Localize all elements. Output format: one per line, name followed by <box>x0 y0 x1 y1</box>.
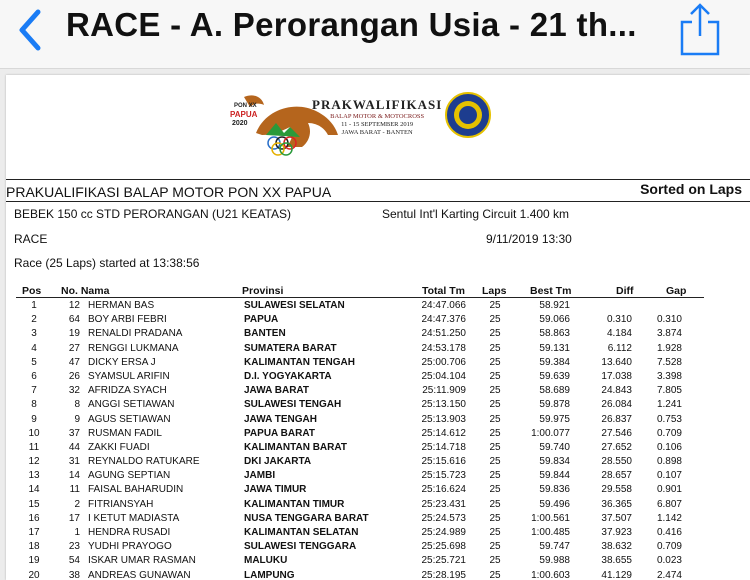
cell-prov: KALIMANTAN SELATAN <box>244 527 359 538</box>
cell-pos: 2 <box>31 314 37 326</box>
table-row <box>6 299 750 313</box>
cell-best: 59.878 <box>539 399 570 411</box>
cell-laps: 25 <box>489 300 501 311</box>
cell-laps: 25 <box>489 555 501 567</box>
cell-diff: 17.038 <box>601 370 632 382</box>
cell-name: DICKY ERSA J <box>88 356 156 368</box>
table-row <box>6 370 750 384</box>
cell-total: 25:13.903 <box>421 413 466 425</box>
cell-diff: 0.310 <box>606 314 632 326</box>
cell-total: 25:24.573 <box>421 512 466 524</box>
cell-name: REYNALDO RATUKARE <box>88 456 200 468</box>
cell-gap: 1.928 <box>656 342 682 354</box>
cell-prov: BANTEN <box>244 328 286 340</box>
cell-name: RENALDI PRADANA <box>88 328 183 340</box>
cell-no: 17 <box>68 512 80 524</box>
cell-laps: 25 <box>489 314 501 326</box>
col-header-best: Best Tm <box>530 285 572 297</box>
cell-best: 59.384 <box>539 356 570 368</box>
cell-prov: JAWA BARAT <box>244 385 309 397</box>
cell-total: 24:53.178 <box>421 342 466 354</box>
pon-label: PON XX <box>234 103 257 109</box>
papua-label: PAPUA <box>230 110 258 119</box>
cell-total: 25:28.195 <box>421 569 466 580</box>
cell-diff: 37.507 <box>601 512 632 524</box>
cell-diff: 13.640 <box>601 356 632 368</box>
cell-pos: 16 <box>28 512 40 524</box>
cell-prov: SULAWESI TENGGARA <box>244 541 357 553</box>
cell-no: 27 <box>68 342 80 354</box>
event-dates: 11 - 15 SEPTEMBER 2019 <box>341 121 414 128</box>
year-label: 2020 <box>232 120 248 127</box>
cell-diff: 24.843 <box>601 385 632 397</box>
cell-diff: 38.655 <box>601 555 632 567</box>
col-header-gap: Gap <box>666 285 687 297</box>
table-row <box>6 441 750 455</box>
cell-no: 1 <box>74 527 80 538</box>
cell-no: 12 <box>68 300 80 311</box>
cell-total: 25:15.723 <box>421 470 466 482</box>
cell-diff: 36.365 <box>601 498 632 510</box>
share-icon[interactable] <box>678 2 722 56</box>
cell-pos: 1 <box>31 300 37 311</box>
cell-best: 59.975 <box>539 413 570 425</box>
cell-no: 37 <box>68 427 80 439</box>
cell-gap: 7.528 <box>656 356 682 368</box>
page-title: RACE - A. Perorangan Usia - 21 th... <box>66 6 637 43</box>
cell-gap: 6.807 <box>656 498 682 510</box>
cell-prov: DKI JAKARTA <box>244 456 312 468</box>
cell-laps: 25 <box>489 527 501 538</box>
cell-name: SYAMSUL ARIFIN <box>88 370 170 382</box>
cell-best: 59.844 <box>539 470 570 482</box>
cell-laps: 25 <box>489 370 501 382</box>
cell-name: RUSMAN FADIL <box>88 427 162 439</box>
cell-prov: SULAWESI TENGAH <box>244 399 342 411</box>
cell-laps: 25 <box>489 342 501 354</box>
cell-no: 32 <box>68 385 80 397</box>
cell-name: ZAKKI FUADI <box>88 441 150 453</box>
cell-laps: 25 <box>489 328 501 340</box>
cell-best: 59.834 <box>539 456 570 468</box>
cell-total: 25:16.624 <box>421 484 466 496</box>
cell-gap: 0.709 <box>656 427 682 439</box>
cell-gap: 0.106 <box>656 441 682 453</box>
cell-name: RENGGI LUKMANA <box>88 342 179 354</box>
table-row <box>6 526 750 540</box>
cell-name: BOY ARBI FEBRI <box>88 314 167 326</box>
cell-diff: 27.652 <box>601 441 632 453</box>
table-row <box>6 427 750 441</box>
table-row <box>6 313 750 327</box>
table-row <box>6 483 750 497</box>
cell-no: 8 <box>74 399 80 411</box>
event-place: JAWA BARAT - BANTEN <box>341 129 413 136</box>
cell-total: 25:15.616 <box>421 456 466 468</box>
divider <box>6 179 750 180</box>
table-row <box>6 413 750 427</box>
cell-best: 59.496 <box>539 498 570 510</box>
cell-pos: 5 <box>31 356 37 368</box>
cell-laps: 25 <box>489 498 501 510</box>
cell-laps: 25 <box>489 385 501 397</box>
cell-name: AGUNG SEPTIAN <box>88 470 171 482</box>
cell-diff: 6.112 <box>607 342 632 354</box>
document-viewer[interactable] <box>0 69 750 580</box>
cell-no: 38 <box>68 569 80 580</box>
cell-pos: 9 <box>31 413 37 425</box>
cell-name: FAISAL BAHARUDIN <box>88 484 184 496</box>
cell-best: 59.131 <box>539 342 570 354</box>
cell-laps: 25 <box>489 541 501 553</box>
table-header-divider <box>16 297 704 298</box>
race-info: Race (25 Laps) started at 13:38:56 <box>14 256 200 270</box>
event-subtitle: BALAP MOTOR & MOTOCROSS <box>330 113 425 120</box>
cell-best: 58.921 <box>539 300 570 311</box>
results-table <box>6 299 750 580</box>
chevron-left-icon[interactable] <box>14 8 46 52</box>
cell-pos: 3 <box>31 328 37 340</box>
cell-diff: 26.837 <box>601 413 632 425</box>
cell-prov: PAPUA BARAT <box>244 427 315 439</box>
cell-prov: SULAWESI SELATAN <box>244 300 345 311</box>
cell-total: 25:13.150 <box>421 399 466 411</box>
cell-pos: 4 <box>31 342 37 354</box>
cell-no: 31 <box>68 456 80 468</box>
cell-total: 25:25.721 <box>421 555 466 567</box>
cell-diff: 38.632 <box>601 541 632 553</box>
cell-laps: 25 <box>489 413 501 425</box>
cell-name: I KETUT MADIASTA <box>88 512 180 524</box>
cell-diff: 29.558 <box>601 484 632 496</box>
table-row <box>6 384 750 398</box>
cell-gap: 3.398 <box>656 370 682 382</box>
col-header-diff: Diff <box>616 285 634 297</box>
sort-label: Sorted on Laps <box>640 181 742 197</box>
col-header-no-nama: No. Nama <box>61 285 110 297</box>
cell-gap: 0.023 <box>656 555 682 567</box>
table-row <box>6 498 750 512</box>
cell-no: 54 <box>68 555 80 567</box>
cell-name: ANDREAS GUNAWAN <box>88 569 191 580</box>
col-header-laps: Laps <box>482 285 507 297</box>
cell-prov: KALIMANTAN BARAT <box>244 441 347 453</box>
cell-prov: LAMPUNG <box>244 569 295 580</box>
cell-total: 25:04.104 <box>421 370 466 382</box>
cell-best: 59.747 <box>539 541 570 553</box>
cell-diff: 41.129 <box>601 569 632 580</box>
cell-no: 9 <box>74 413 80 425</box>
table-row <box>6 469 750 483</box>
cell-prov: NUSA TENGGARA BARAT <box>244 512 369 524</box>
cell-name: AGUS SETIAWAN <box>88 413 171 425</box>
cell-no: 64 <box>68 314 80 326</box>
table-row <box>6 327 750 341</box>
cell-best: 1:00.561 <box>531 512 570 524</box>
navigation-bar <box>0 0 750 69</box>
cell-prov: KALIMANTAN TENGAH <box>244 356 355 368</box>
cell-prov: D.I. YOGYAKARTA <box>244 370 332 382</box>
table-row <box>6 398 750 412</box>
cell-pos: 11 <box>28 441 40 453</box>
cell-diff: 28.657 <box>601 470 632 482</box>
results-document <box>6 75 750 580</box>
cell-no: 47 <box>68 356 80 368</box>
cell-best: 1:00.077 <box>531 427 570 439</box>
cell-gap: 3.874 <box>656 328 682 340</box>
table-row <box>6 455 750 469</box>
cell-prov: MALUKU <box>244 555 288 567</box>
cell-no: 11 <box>69 484 80 496</box>
divider <box>6 201 750 202</box>
cell-prov: KALIMANTAN TIMUR <box>244 498 345 510</box>
event-title-block <box>312 97 442 137</box>
cell-total: 24:51.250 <box>421 328 466 340</box>
cell-diff: 28.550 <box>601 456 632 468</box>
cell-total: 24:47.376 <box>421 314 466 326</box>
cell-prov: JAWA TIMUR <box>244 484 307 496</box>
class-name: BEBEK 150 cc STD PERORANGAN (U21 KEATAS) <box>14 207 291 221</box>
cell-total: 25:24.989 <box>421 527 466 538</box>
cell-name: HERMAN BAS <box>88 300 155 311</box>
cell-gap: 1.241 <box>656 399 682 411</box>
cell-gap: 0.753 <box>656 413 682 425</box>
cell-pos: 7 <box>31 385 37 397</box>
cell-pos: 12 <box>28 456 40 468</box>
table-row <box>6 356 750 370</box>
cell-pos: 10 <box>28 427 40 439</box>
cell-prov: JAMBI <box>244 470 276 482</box>
cell-pos: 6 <box>31 370 37 382</box>
cell-no: 2 <box>74 498 80 510</box>
cell-name: YUDHI PRAYOGO <box>88 541 172 553</box>
col-header-pos: Pos <box>22 285 42 297</box>
table-row <box>6 540 750 554</box>
cell-laps: 25 <box>489 456 501 468</box>
cell-total: 25:14.612 <box>421 427 466 439</box>
cell-laps: 25 <box>489 484 501 496</box>
cell-pos: 20 <box>28 569 40 580</box>
cell-gap: 7.805 <box>656 385 682 397</box>
cell-prov: PAPUA <box>244 314 279 326</box>
cell-total: 25:00.706 <box>421 356 466 368</box>
cell-pos: 13 <box>28 470 40 482</box>
cell-name: ISKAR UMAR RASMAN <box>88 555 196 567</box>
circuit-name: Sentul Int'l Karting Circuit 1.400 km <box>382 207 570 221</box>
cell-pos: 19 <box>28 555 40 567</box>
cell-prov: JAWA TENGAH <box>244 413 317 425</box>
cell-laps: 25 <box>489 356 501 368</box>
table-row <box>6 569 750 580</box>
cell-best: 58.689 <box>539 385 570 397</box>
col-header-total: Total Tm <box>422 285 465 297</box>
cell-gap: 2.474 <box>656 569 682 580</box>
cell-pos: 15 <box>28 498 40 510</box>
cell-total: 25:25.698 <box>421 541 466 553</box>
cell-gap: 0.107 <box>656 470 682 482</box>
cell-laps: 25 <box>489 470 501 482</box>
event-banner <box>216 83 506 163</box>
cell-total: 25:14.718 <box>421 441 466 453</box>
cell-best: 59.836 <box>539 484 570 496</box>
cell-gap: 0.898 <box>656 456 682 468</box>
report-heading: PRAKUALIFIKASI BALAP MOTOR PON XX PAPUA <box>6 184 332 200</box>
table-row <box>6 512 750 526</box>
cell-prov: SUMATERA BARAT <box>244 342 337 354</box>
cell-no: 19 <box>68 328 80 340</box>
cell-best: 1:00.603 <box>531 569 570 580</box>
cell-total: 25:23.431 <box>421 498 466 510</box>
col-header-provinsi: Provinsi <box>242 285 284 297</box>
cell-best: 58.863 <box>539 328 570 340</box>
cell-no: 26 <box>68 370 80 382</box>
cell-laps: 25 <box>489 441 501 453</box>
cell-diff: 26.084 <box>601 399 632 411</box>
table-row <box>6 342 750 356</box>
cell-gap: 0.709 <box>656 541 682 553</box>
table-row <box>6 554 750 568</box>
cell-diff: 27.546 <box>601 427 632 439</box>
cell-total: 24:47.066 <box>421 300 466 311</box>
cell-gap: 1.142 <box>656 512 682 524</box>
cell-name: AFRIDZA SYACH <box>88 385 167 397</box>
session-name: RACE <box>14 232 48 246</box>
cell-best: 59.639 <box>539 370 570 382</box>
event-title: PRAKWALIFIKASI <box>312 97 443 112</box>
cell-pos: 18 <box>28 541 40 553</box>
cell-name: FITRIANSYAH <box>88 498 154 510</box>
cell-gap: 0.310 <box>656 314 682 326</box>
cell-pos: 17 <box>28 527 40 538</box>
cell-laps: 25 <box>489 569 501 580</box>
cell-diff: 37.923 <box>601 527 632 538</box>
cell-name: ANGGI SETIAWAN <box>88 399 175 411</box>
cell-diff: 4.184 <box>606 328 632 340</box>
cell-laps: 25 <box>489 399 501 411</box>
cell-best: 59.740 <box>539 441 570 453</box>
cell-laps: 25 <box>489 512 501 524</box>
cell-total: 25:11.909 <box>422 385 466 397</box>
cell-no: 14 <box>68 470 80 482</box>
cell-pos: 14 <box>28 484 40 496</box>
cell-no: 23 <box>68 541 80 553</box>
cell-best: 59.988 <box>539 555 570 567</box>
cell-name: HENDRA RUSADI <box>88 527 171 538</box>
cell-gap: 0.901 <box>656 484 682 496</box>
session-datetime: 9/11/2019 13:30 <box>486 232 572 246</box>
cell-best: 59.066 <box>539 314 570 326</box>
cell-laps: 25 <box>489 427 501 439</box>
cell-no: 44 <box>68 441 80 453</box>
cell-pos: 8 <box>31 399 37 411</box>
cell-best: 1:00.485 <box>531 527 570 538</box>
cell-gap: 0.416 <box>656 527 682 538</box>
